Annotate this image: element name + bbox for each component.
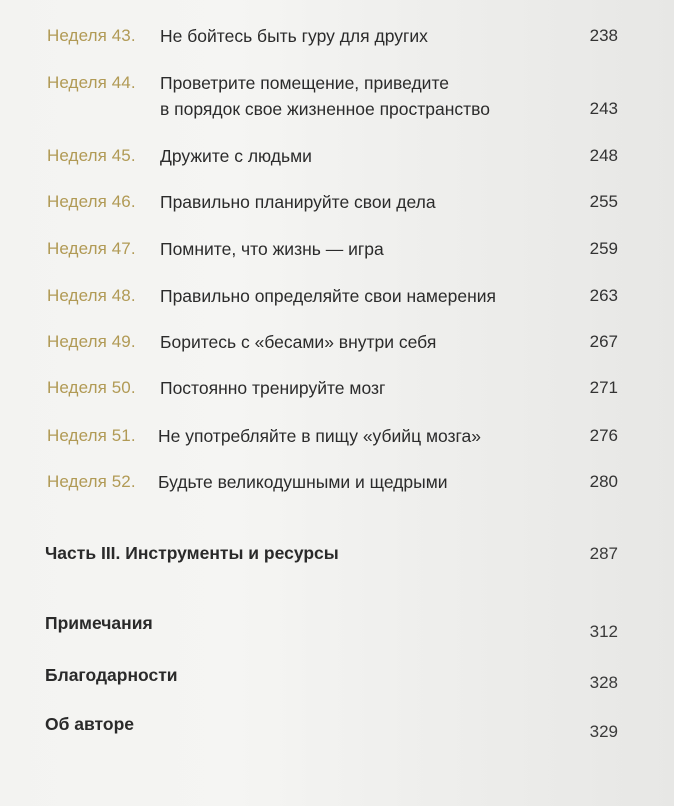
page-number: 248 [589, 146, 618, 165]
page-number: 255 [589, 192, 618, 211]
toc-entry-week-44 [0, 73, 674, 123]
toc-entry-week-48 [0, 286, 674, 310]
section-title: Примечания [45, 613, 153, 633]
section-title: Часть III. Инструменты и ресурсы [45, 543, 339, 563]
toc-entry-week-43 [0, 26, 674, 50]
entry-title: Правильно определяйте свои намерения [160, 286, 496, 306]
week-label: Неделя 44. [47, 73, 136, 92]
toc-entry-week-52 [0, 472, 674, 496]
toc-section-notes [0, 613, 674, 639]
page-number: 328 [589, 673, 618, 692]
entry-title-line-1: Проветрите помещение, приведите [160, 73, 450, 93]
entry-title: Постоянно тренируйте мозг [160, 378, 386, 398]
page-number: 263 [589, 286, 618, 305]
entry-title: Не бойтесь быть гуру для других [160, 26, 428, 46]
page-number: 280 [589, 472, 618, 491]
entry-title: Боритесь с «бесами» внутри себя [160, 332, 437, 352]
toc-entry-week-49 [0, 332, 674, 356]
entry-title: Помните, что жизнь — игра [160, 239, 384, 259]
entry-title: Правильно планируйте свои дела [160, 192, 436, 212]
toc-section-about-author [0, 714, 674, 740]
entry-title-line-2: в порядок свое жизненное пространство [160, 99, 491, 119]
page-number: 329 [589, 722, 618, 741]
week-label: Неделя 51. [47, 426, 136, 445]
section-title: Благодарности [45, 665, 178, 685]
toc-entry-week-45 [0, 146, 674, 170]
page-number: 238 [589, 26, 618, 45]
section-title: Об авторе [45, 714, 134, 734]
toc-entry-week-51 [0, 426, 674, 450]
week-label: Неделя 47. [47, 239, 136, 258]
page-number: 259 [589, 239, 618, 258]
entry-title: Дружите с людьми [160, 146, 312, 166]
page-number: 243 [589, 99, 618, 118]
week-label: Неделя 52. [47, 472, 136, 491]
entry-title: Будьте великодушными и щедрыми [158, 472, 448, 492]
week-label: Неделя 49. [47, 332, 136, 351]
week-label: Неделя 48. [47, 286, 136, 305]
week-label: Неделя 45. [47, 146, 136, 165]
week-label: Неделя 43. [47, 26, 136, 45]
page-number: 267 [589, 332, 618, 351]
toc-entry-week-47 [0, 239, 674, 263]
week-label: Неделя 50. [47, 378, 136, 397]
page-number: 271 [589, 378, 618, 397]
page-number: 312 [589, 622, 618, 641]
week-label: Неделя 46. [47, 192, 136, 211]
entry-title: Не употребляйте в пищу «убийц мозга» [158, 426, 482, 446]
toc-section-acknowledgements [0, 665, 674, 691]
page-number: 276 [589, 426, 618, 445]
toc-section-part-3 [0, 543, 674, 569]
page-number: 287 [589, 544, 618, 563]
toc-entry-week-46 [0, 192, 674, 216]
toc-entry-week-50 [0, 378, 674, 402]
